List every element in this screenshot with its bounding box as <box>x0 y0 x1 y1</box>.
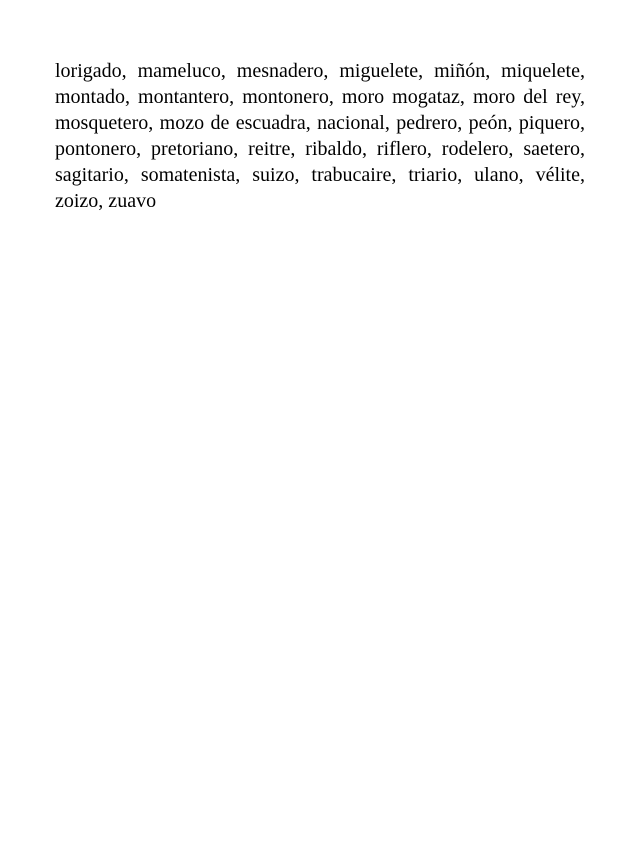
word-list-paragraph: lorigado, mameluco, mesnadero, miguelete, miñón, miquelete, montado, montantero, montonero, moro mogataz, moro del rey, mosquetero, mozo de escuadra, nacional, pedrero, peón, piquero, pontonero, pretoriano, reitre, ribaldo, riflero, rodelero, saetero, sagitario, somatenista, suizo, trabucaire, triario, ulano, vélite, zoizo, zuavo <box>55 60 585 212</box>
